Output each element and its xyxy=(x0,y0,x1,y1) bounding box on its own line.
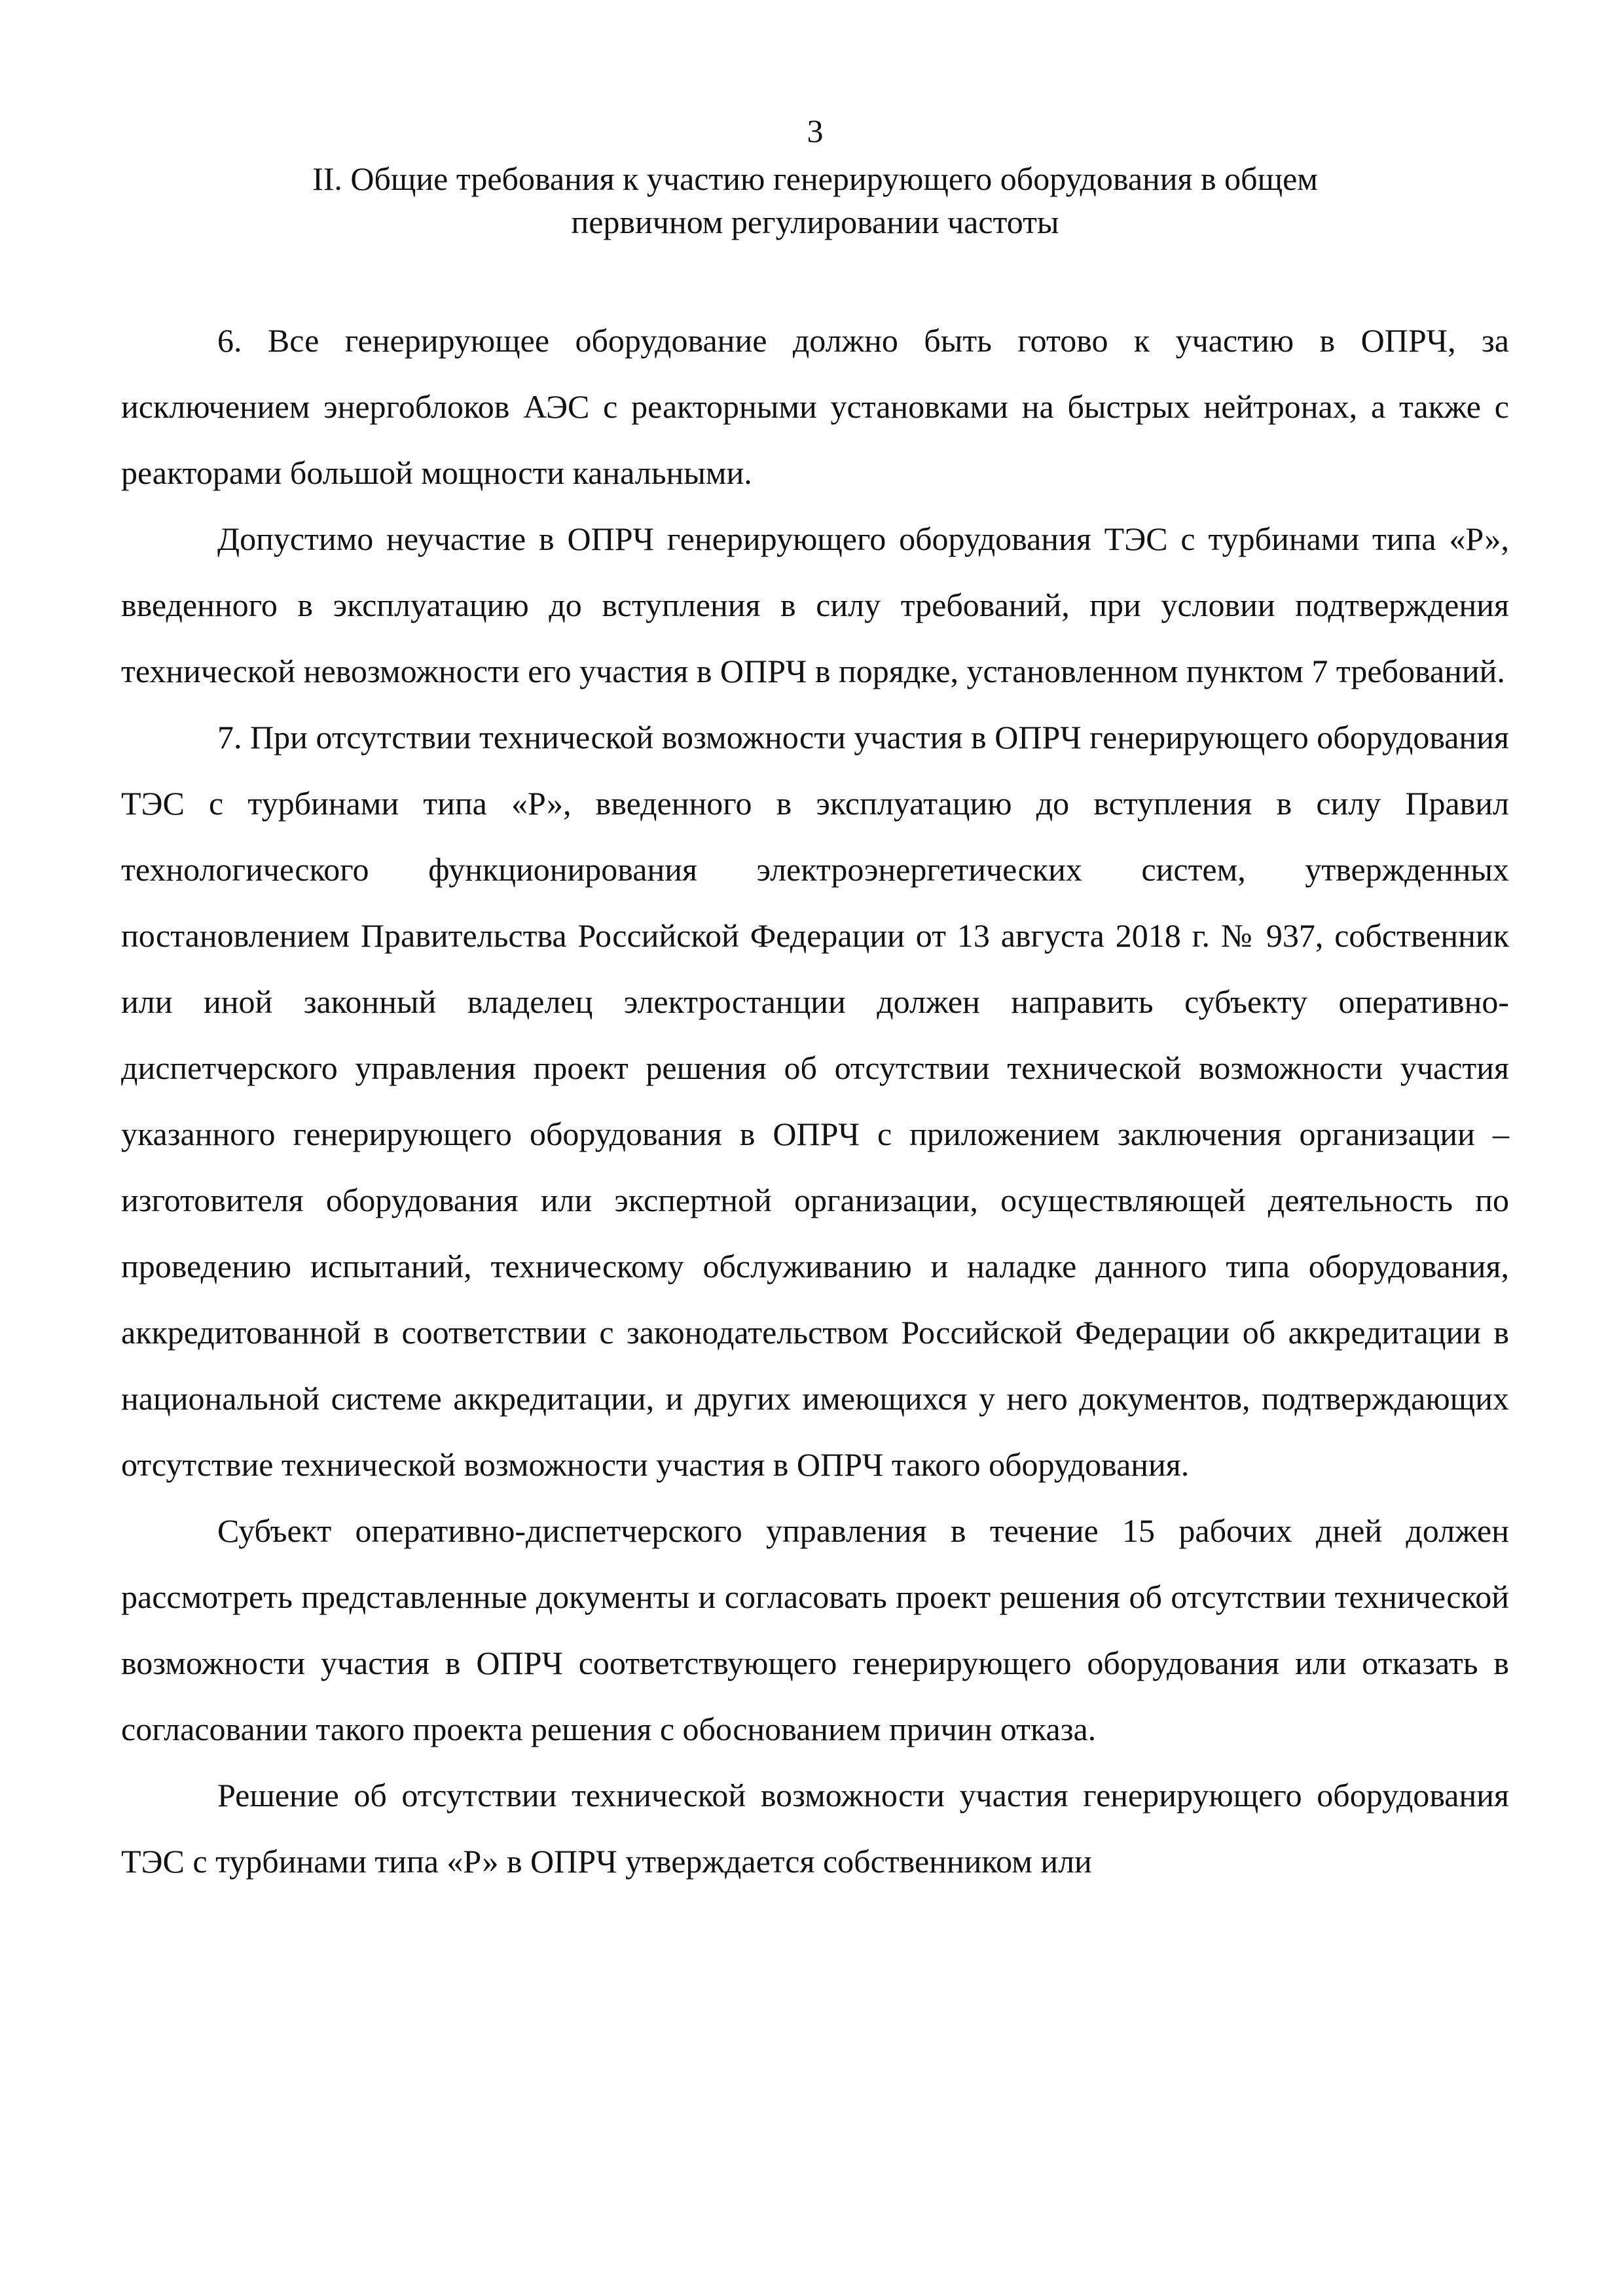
section-title-line-1: II. Общие требования к участию генерирующего оборудования в общем xyxy=(312,160,1318,197)
section-title-line-2: первичном регулировании частоты xyxy=(571,204,1059,240)
page-number: 3 xyxy=(807,113,824,149)
document-page xyxy=(121,111,1509,1895)
paragraph-7: 7. При отсутствии технической возможности участия в ОПРЧ генерирующего оборудования ТЭС с турбинами типа «Р», введенного в эксплуатацию до вступления в силу Правил технологического функционирования электроэнергетических систем, утвержденных постановлением Правительства Российской Федерации от 13 августа 2018 г. № 937, собственник или иной законный владелец электростанции должен направить субъекту оперативно-диспетчерского управления проект решения об отсутствии технической возможности участия указанного генерирующего оборудования в ОПРЧ с приложением заключения организации – изготовителя оборудования или экспертной организации, осуществляющей деятельность по проведению испытаний, техническому обслуживанию и наладке данного типа оборудования, аккредитованной в соответствии с законодательством Российской Федерации об аккредитации в национальной системе аккредитации, и других имеющихся у него документов, подтверждающих отсутствие технической возможности участия в ОПРЧ такого оборудования. xyxy=(121,719,1509,1483)
section-title xyxy=(121,157,1509,244)
paragraph-6: 6. Все генерирующее оборудование должно быть готово к участию в ОПРЧ, за исключением энергоблоков АЭС с реакторными установками на быстрых нейтронах, а также с реакторами большой мощности канальными. xyxy=(121,322,1509,491)
paragraph-6-exception: Допустимо неучастие в ОПРЧ генерирующего оборудования ТЭС с турбинами типа «Р», введенного в эксплуатацию до вступления в силу требований, при условии подтверждения технической невозможности его участия в ОПРЧ в порядке, установленном пунктом 7 требований. xyxy=(121,520,1509,689)
paragraph-7-review: Субъект оперативно-диспетчерского управления в течение 15 рабочих дней должен рассмотреть представленные документы и согласовать проект решения об отсутствии технической возможности участия в ОПРЧ соответствующего генерирующего оборудования или отказать в согласовании такого проекта решения с обоснованием причин отказа. xyxy=(121,1512,1509,1747)
paragraph-7-decision: Решение об отсутствии технической возможности участия генерирующего оборудования ТЭС с турбинами типа «Р» в ОПРЧ утверждается собственником или xyxy=(121,1777,1509,1880)
